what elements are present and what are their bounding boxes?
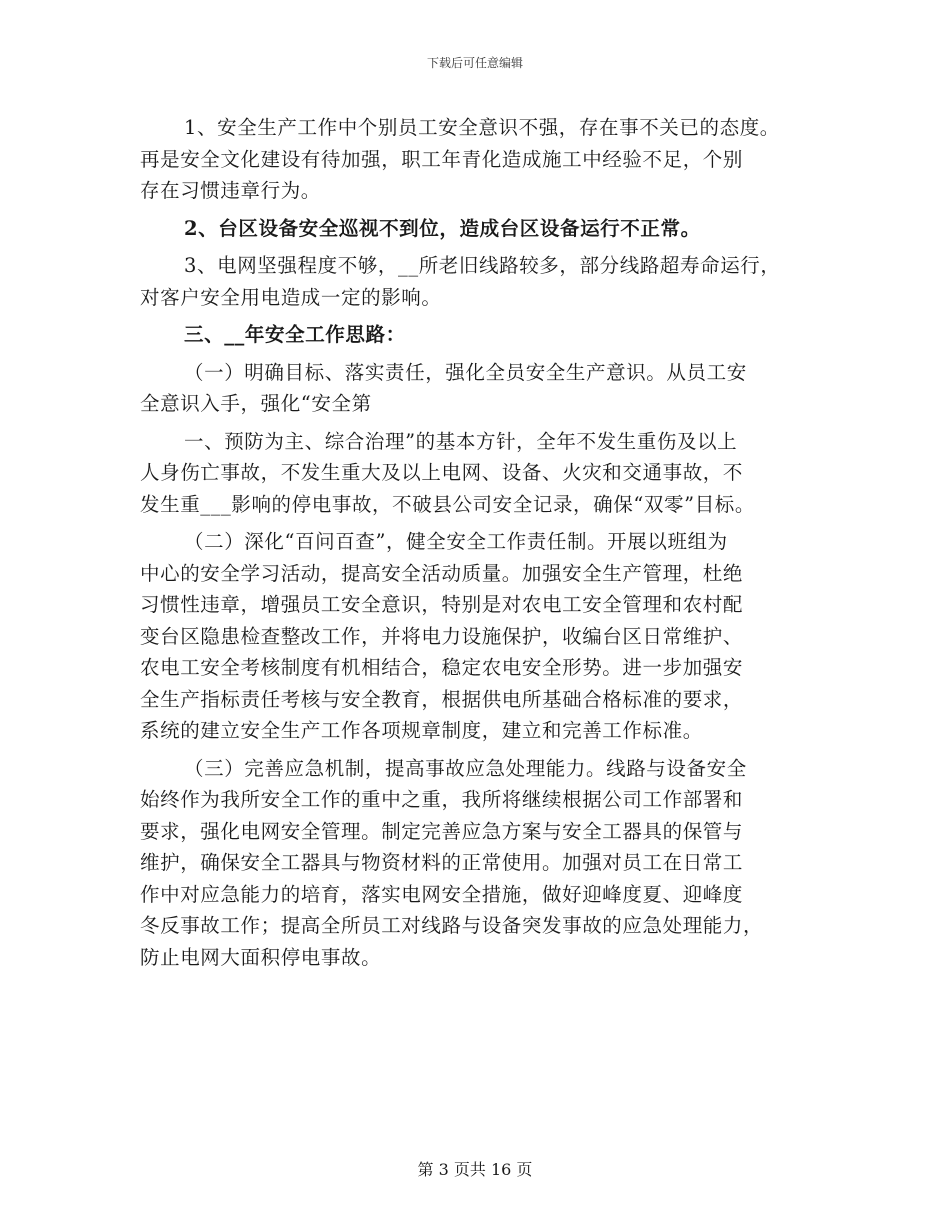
section-heading: 三、__年安全工作思路： xyxy=(184,323,406,346)
paragraph-line: 1、安全生产工作中个别员工安全意识不强，存在事不关已的态度。 xyxy=(184,116,780,139)
paragraph-heading: 2、台区设备安全巡视不到位，造成台区设备运行不正常。 xyxy=(184,216,701,240)
paragraph-line: 对客户安全用电造成一定的影响。 xyxy=(140,285,442,309)
paragraph-line: 冬反事故工作；提高全所员工对线路与设备突发事故的应急处理能力， xyxy=(140,914,764,937)
paragraph-line: 系统的建立安全生产工作各项规章制度，建立和完善工作标准。 xyxy=(140,719,703,742)
page-header: 下载后可任意编辑 xyxy=(426,56,523,70)
paragraph-line: 人身伤亡事故，不发生重大及以上电网、设备、火灾和交通事故，不 xyxy=(140,461,744,484)
paragraph-line: 存在习惯违章行为。 xyxy=(140,179,321,202)
paragraph-line: 中心的安全学习活动，提高安全活动质量。加强安全生产管理，杜绝 xyxy=(140,561,744,585)
paragraph-line: 防止电网大面积停电事故。 xyxy=(140,945,382,969)
paragraph-line: 再是安全文化建设有待加强，职工年青化造成施工中经验不足，个别 xyxy=(140,147,744,171)
paragraph-line: 农电工安全考核制度有机相结合，稳定农电安全形势。进一步加强安 xyxy=(140,656,744,679)
paragraph-line: 始终作为我所安全工作的重中之重，我所将继续根据公司工作部署和 xyxy=(140,788,744,811)
paragraph-line: 要求，强化电网安全管理。制定完善应急方案与安全工器具的保管与 xyxy=(140,819,744,843)
paragraph-line: 3、电网坚强程度不够，__所老旧线路较多，部分线路超寿命运行， xyxy=(184,254,781,277)
paragraph-line: 维护，确保安全工器具与物资材料的正常使用。加强对员工在日常工 xyxy=(140,851,744,874)
paragraph-line: 全生产指标责任考核与安全教育，根据供电所基础合格标准的要求， xyxy=(140,687,744,711)
document-body xyxy=(140,112,820,973)
paragraph-line: 一、预防为主、综合治理”的基本方针，全年不发生重伤及以上 xyxy=(184,429,738,453)
paragraph-line: （一）明确目标、落实责任，强化全员安全生产意识。从员工安 xyxy=(184,360,747,384)
page-number: 第 3 页共 16 页 xyxy=(417,1160,533,1179)
paragraph-line: 作中对应急能力的培育，落实电网安全措施，做好迎峰度夏、迎峰度 xyxy=(140,882,744,906)
paragraph-line: 变台区隐患检查整改工作，并将电力设施保护，收编台区日常维护、 xyxy=(140,624,744,648)
paragraph-line: 习惯性违章，增强员工安全意识，特别是对农电工安全管理和农村配 xyxy=(140,593,744,616)
paragraph-line: 全意识入手，强化“安全第 xyxy=(140,392,372,415)
paragraph-line: 发生重___影响的停电事故，不破县公司安全记录，确保“双零”目标。 xyxy=(140,492,755,516)
paragraph-line: （二）深化“百问百查”，健全安全工作责任制。开展以班组为 xyxy=(184,530,728,553)
paragraph-line: （三）完善应急机制，提高事故应急处理能力。线路与设备安全 xyxy=(184,756,747,780)
